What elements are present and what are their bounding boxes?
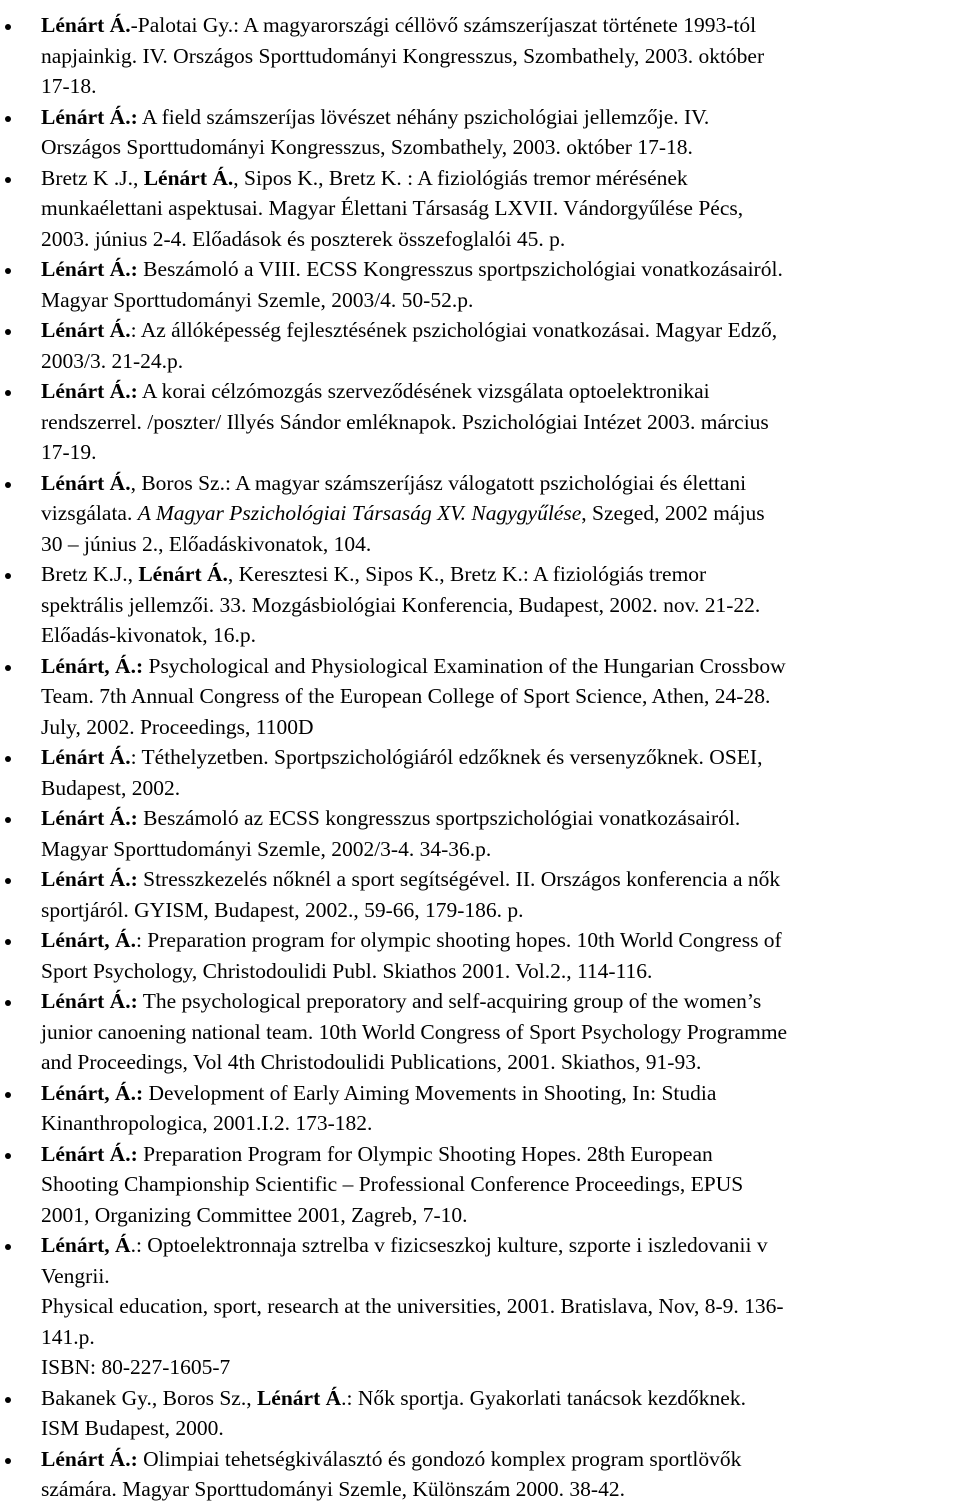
- reference-text: Országos Sporttudományi Kongresszus, Szombathely, 2003. október 17-18.: [41, 135, 693, 159]
- reference-text: Psychological and Physiological Examination of the Hungarian Crossbow: [143, 653, 786, 678]
- reference-text: Stresszkezelés nőknél a sport segítségével. II. Országos konferencia a nők: [137, 867, 781, 891]
- reference-text: Preparation Program for Olympic Shooting Hopes. 28th European: [137, 1141, 713, 1166]
- reference-text: .: Optoelektronnaja sztrelba v fizicseszkoj kulture, szporte i iszledovanii v: [130, 1233, 768, 1257]
- reference-text: , Szeged, 2002 május: [581, 501, 765, 525]
- reference-text: 17-18.: [41, 74, 97, 98]
- author-name: Lénárt, Á.:: [41, 1080, 144, 1105]
- reference-text: : Preparation program for olympic shooting hopes. 10th World Congress of: [135, 928, 782, 952]
- reference-line: [41, 163, 688, 194]
- reference-text: Olimpiai tehetségkiválasztó és gondozó komplex program sportlövők: [137, 1446, 742, 1471]
- reference-text: and Proceedings, Vol 4th Christodoulidi Publications, 2001. Skiathos, 91-93.: [41, 1050, 702, 1074]
- bullet-icon: [5, 1000, 11, 1006]
- reference-line: [41, 925, 782, 956]
- bullet-icon: [5, 329, 11, 335]
- reference-line: [41, 376, 710, 407]
- reference-line: [41, 1200, 468, 1231]
- reference-line: [41, 803, 740, 834]
- reference-text: 2003. június 2-4. Előadások és poszterek összefoglalói 45. p.: [41, 226, 566, 251]
- reference-line: [41, 1078, 716, 1109]
- author-name: Lénárt Á.: [41, 745, 131, 769]
- reference-line: [41, 1352, 230, 1383]
- reference-line: [41, 1322, 95, 1353]
- bullet-icon: [5, 1092, 11, 1098]
- reference-text: The psychological preporatory and self-acquiring group of the women’s: [137, 989, 762, 1013]
- reference-text: .: Nők sportja. Gyakorlati tanácsok kezdőknek.: [341, 1385, 746, 1410]
- reference-line: [41, 437, 97, 468]
- bullet-icon: [5, 939, 11, 945]
- reference-line: [41, 1017, 787, 1048]
- reference-text: Vengrii.: [41, 1263, 110, 1288]
- reference-text: -Palotai Gy.: A magyarországi céllövő számszeríjaszat története 1993-tól: [130, 13, 757, 37]
- reference-line: [41, 468, 746, 499]
- reference-line: [41, 620, 256, 651]
- author-name: Lénárt, Á.:: [41, 653, 144, 678]
- reference-line: [41, 1230, 768, 1261]
- reference-line: [41, 498, 765, 529]
- reference-line: [41, 742, 762, 773]
- reference-text: Előadás-kivonatok, 16.p.: [41, 623, 256, 647]
- reference-line: [41, 1291, 784, 1322]
- reference-line: [41, 864, 780, 895]
- author-name: Lénárt Á.: [138, 562, 228, 586]
- bullet-icon: [5, 1397, 11, 1403]
- reference-text: : Téthelyzetben. Sportpszichológiáról edzőknek és versenyzőknek. OSEI,: [130, 745, 763, 769]
- bullet-icon: [5, 756, 11, 762]
- reference-text: Bretz K .J.,: [41, 165, 144, 190]
- reference-text: Beszámoló az ECSS kongresszus sportpszichológiai vonatkozásairól.: [137, 806, 741, 830]
- reference-line: [41, 773, 180, 804]
- reference-text: , Keresztesi K., Sipos K., Bretz K.: A fiziológiás tremor: [227, 562, 707, 586]
- bullet-icon: [5, 665, 11, 671]
- author-name: Lénárt Á.:: [41, 989, 138, 1013]
- reference-line: [41, 1261, 110, 1292]
- bullet-icon: [5, 268, 11, 274]
- reference-line: [41, 559, 706, 590]
- reference-line: [41, 102, 709, 133]
- reference-text: A field számszeríjas lövészet néhány pszichológiai jellemzője. IV.: [137, 104, 710, 129]
- reference-line: [41, 834, 491, 865]
- reference-text: Development of Early Aiming Movements in Shooting, In: Studia: [143, 1080, 717, 1105]
- reference-line: [41, 10, 756, 41]
- bullet-icon: [5, 482, 11, 488]
- reference-text: , Sipos K., Bretz K. : A fiziológiás tremor mérésének: [233, 165, 688, 190]
- author-name: Lénárt, Á: [41, 1233, 131, 1257]
- reference-text: Magyar Sporttudományi Szemle, 2003/4. 50-52.p.: [41, 287, 474, 312]
- reference-text: Beszámoló a VIII. ECSS Kongresszus sportpszichológiai vonatkozásairól.: [137, 257, 783, 281]
- reference-line: [41, 1383, 746, 1414]
- author-name: Lénárt Á.: [41, 13, 131, 37]
- reference-line: [41, 315, 777, 346]
- author-name: Lénárt Á.:: [41, 1141, 138, 1166]
- bullet-icon: [5, 1153, 11, 1159]
- reference-line: [41, 651, 786, 682]
- author-name: Lénárt Á.:: [41, 1446, 138, 1471]
- author-name: Lénárt Á.:: [41, 104, 138, 129]
- bullet-icon: [5, 878, 11, 884]
- reference-text: Team. 7th Annual Congress of the European College of Sport Science, Athen, 24-28.: [41, 684, 771, 708]
- reference-line: [41, 224, 565, 255]
- reference-line: [41, 681, 770, 712]
- reference-text: Kinanthropologica, 2001.I.2. 173-182.: [41, 1111, 373, 1135]
- reference-line: [41, 193, 743, 224]
- author-name: Lénárt Á: [256, 1385, 342, 1410]
- reference-line: [41, 407, 769, 438]
- author-name: Lénárt Á.:: [41, 257, 138, 281]
- reference-text: Physical education, sport, research at the universities, 2001. Bratislava, Nov, 8-9. 136-: [41, 1294, 784, 1318]
- reference-text: sportjáról. GYISM, Budapest, 2002., 59-66, 179-186. p.: [41, 897, 524, 922]
- reference-line: [41, 71, 97, 102]
- reference-line: [41, 254, 783, 285]
- reference-text: July, 2002. Proceedings, 1100D: [41, 714, 314, 739]
- reference-text: 141.p.: [41, 1324, 95, 1349]
- reference-text: Magyar Sporttudományi Szemle, 2002/3-4. 34-36.p.: [41, 836, 492, 861]
- reference-line: [41, 956, 652, 987]
- reference-text: ISM Budapest, 2000.: [41, 1416, 224, 1440]
- bullet-icon: [5, 1244, 11, 1250]
- reference-line: [41, 712, 314, 743]
- reference-line: [41, 1413, 224, 1444]
- reference-text: , Boros Sz.: A magyar számszeríjász válogatott pszichológiai és élettani: [130, 470, 747, 495]
- reference-text: számára. Magyar Sporttudományi Szemle, Különszám 2000. 38-42.: [41, 1477, 625, 1501]
- bullet-icon: [5, 817, 11, 823]
- reference-text: Shooting Championship Scientific – Professional Conference Proceedings, EPUS: [41, 1172, 744, 1196]
- bullet-icon: [5, 390, 11, 396]
- author-name: Lénárt Á.:: [41, 806, 138, 830]
- reference-line: [41, 41, 764, 72]
- reference-text: Budapest, 2002.: [41, 775, 181, 800]
- bullet-icon: [5, 177, 11, 183]
- reference-text: Bretz K.J.,: [41, 562, 139, 586]
- reference-line: [41, 895, 524, 926]
- reference-text: 17-19.: [41, 440, 97, 464]
- reference-text: ISBN: 80-227-1605-7: [41, 1355, 231, 1379]
- author-name: Lénárt Á.: [41, 318, 131, 342]
- reference-line: [41, 285, 473, 316]
- reference-text: napjainkig. IV. Országos Sporttudományi Kongresszus, Szombathely, 2003. október: [41, 43, 765, 68]
- reference-line: [41, 1047, 701, 1078]
- reference-text: rendszerrel. /poszter/ Illyés Sándor emléknapok. Pszichológiai Intézet 2003. március: [41, 409, 769, 434]
- reference-text: 2003/3. 21-24.p.: [41, 348, 184, 373]
- reference-text: : Az állóképesség fejlesztésének pszichológiai vonatkozásai. Magyar Edző,: [130, 318, 778, 342]
- author-name: Lénárt Á.:: [41, 379, 138, 403]
- bullet-icon: [5, 24, 11, 30]
- reference-text: Sport Psychology, Christodoulidi Publ. Skiathos 2001. Vol.2., 114-116.: [41, 958, 653, 983]
- reference-line: [41, 346, 183, 377]
- reference-line: [41, 1444, 741, 1475]
- reference-line: [41, 132, 693, 163]
- reference-line: [41, 986, 761, 1017]
- reference-text: Bakanek Gy., Boros Sz.,: [41, 1385, 257, 1410]
- author-name: Lénárt Á.:: [41, 867, 138, 891]
- bullet-icon: [5, 1458, 11, 1464]
- author-name: Lénárt, Á.: [41, 928, 136, 952]
- reference-text: junior canoening national team. 10th World Congress of Sport Psychology Programme: [41, 1019, 788, 1044]
- reference-line: [41, 1474, 625, 1505]
- author-name: Lénárt Á.: [41, 470, 131, 495]
- author-name: Lénárt Á.: [143, 165, 234, 190]
- bullet-icon: [5, 116, 11, 122]
- reference-text: vizsgálata.: [41, 501, 138, 525]
- reference-text: 2001, Organizing Committee 2001, Zagreb, 7-10.: [41, 1202, 468, 1227]
- reference-text: A korai célzómozgás szerveződésének vizsgálata optoelektronikai: [137, 379, 710, 403]
- reference-line: [41, 590, 760, 621]
- bullet-icon: [5, 573, 11, 579]
- reference-line: [41, 529, 371, 560]
- reference-line: [41, 1139, 713, 1170]
- reference-line: [41, 1169, 743, 1200]
- reference-line: [41, 1108, 372, 1139]
- reference-text: 30 – június 2., Előadáskivonatok, 104.: [41, 531, 372, 556]
- reference-text: spektrális jellemzői. 33. Mozgásbiológiai Konferencia, Budapest, 2002. nov. 21-22.: [41, 592, 761, 617]
- italic-title: A Magyar Pszichológiai Társaság XV. Nagygyűlése: [137, 501, 582, 525]
- reference-text: munkaélettani aspektusai. Magyar Élettani Társaság LXVII. Vándorgyűlése Pécs,: [41, 196, 744, 220]
